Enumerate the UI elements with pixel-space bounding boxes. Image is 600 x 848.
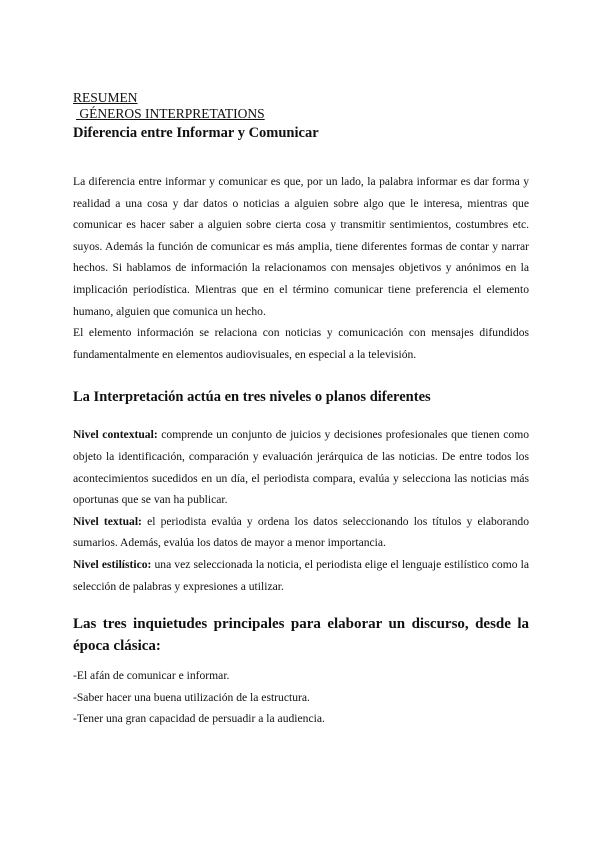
level-estilistico-text: una vez seleccionada la noticia, el periodista elige el lenguaje estilístico como la selección de palabras y expresiones a utilizar. [73,557,529,593]
level-contextual-label: Nivel contextual: [73,428,158,442]
level-contextual [73,424,529,510]
level-estilistico [73,554,529,597]
intro-paragraph-2: El elemento información se relaciona con noticias y comunicación con mensajes difundidos fundamentalmente en elementos audiovisuales, en especial a la televisión. [73,326,529,361]
level-textual-label: Nivel textual: [73,514,142,528]
levels-list [73,424,529,597]
level-estilistico-label: Nivel estilístico: [73,557,152,571]
level-textual-text: el periodista evalúa y ordena los datos seleccionando los títulos y elaborando sumarios. Además, evalúa los datos de mayor a menor importancia. [73,514,530,550]
doc-title-generos [73,106,529,122]
doc-title-resumen: RESUMEN [73,90,138,105]
section-heading-inquietudes: Las tres inquietudes principales para elaborar un discurso, desde la época clásica: [73,616,529,655]
intro-paragraph-1: La diferencia entre informar y comunicar es que, por un lado, la palabra informar es dar forma y realidad a una cosa y dar datos o noticias a alguien sobre algo que le interesa, mientras que comunicar es hacer saber a alguien sobre cierta cosa y transmitir sentimientos, costumbres etc. suyos. Además la función de comunicar es más amplia, tiene diferentes formas de contar y narrar hechos. Si hablamos de información la relacionamos con mensajes objetivos y anónimos en la implicación periodística. Mientras que en el término comunicar tiene preferencia el elemento humano, alguien que comunica un hecho. [73,175,529,318]
level-contextual-text: comprende un conjunto de juicios y decisiones profesionales que tienen como objeto la identificación, comparación y evaluación jerárquica de las noticias. De entre todos los acontecimientos sucedidos en un día, el periodista compara, evalúa y selecciona las noticias más oportunas que se van ha publicar. [73,428,530,507]
level-textual [73,511,529,554]
doc-title-generos-text: GÉNEROS INTERPRETATIONS [76,106,265,121]
section-heading-levels: La Interpretación actúa en tres niveles o planos diferentes [73,389,431,406]
document-page [73,90,529,729]
doc-subtitle: Diferencia entre Informar y Comunicar [73,125,319,141]
list-item: -Saber hacer una buena utilización de la estructura. [73,690,310,704]
list-item: -Tener una gran capacidad de persuadir a la audiencia. [73,711,325,725]
inquietudes-list [73,665,529,729]
list-item: -El afán de comunicar e informar. [73,669,230,683]
